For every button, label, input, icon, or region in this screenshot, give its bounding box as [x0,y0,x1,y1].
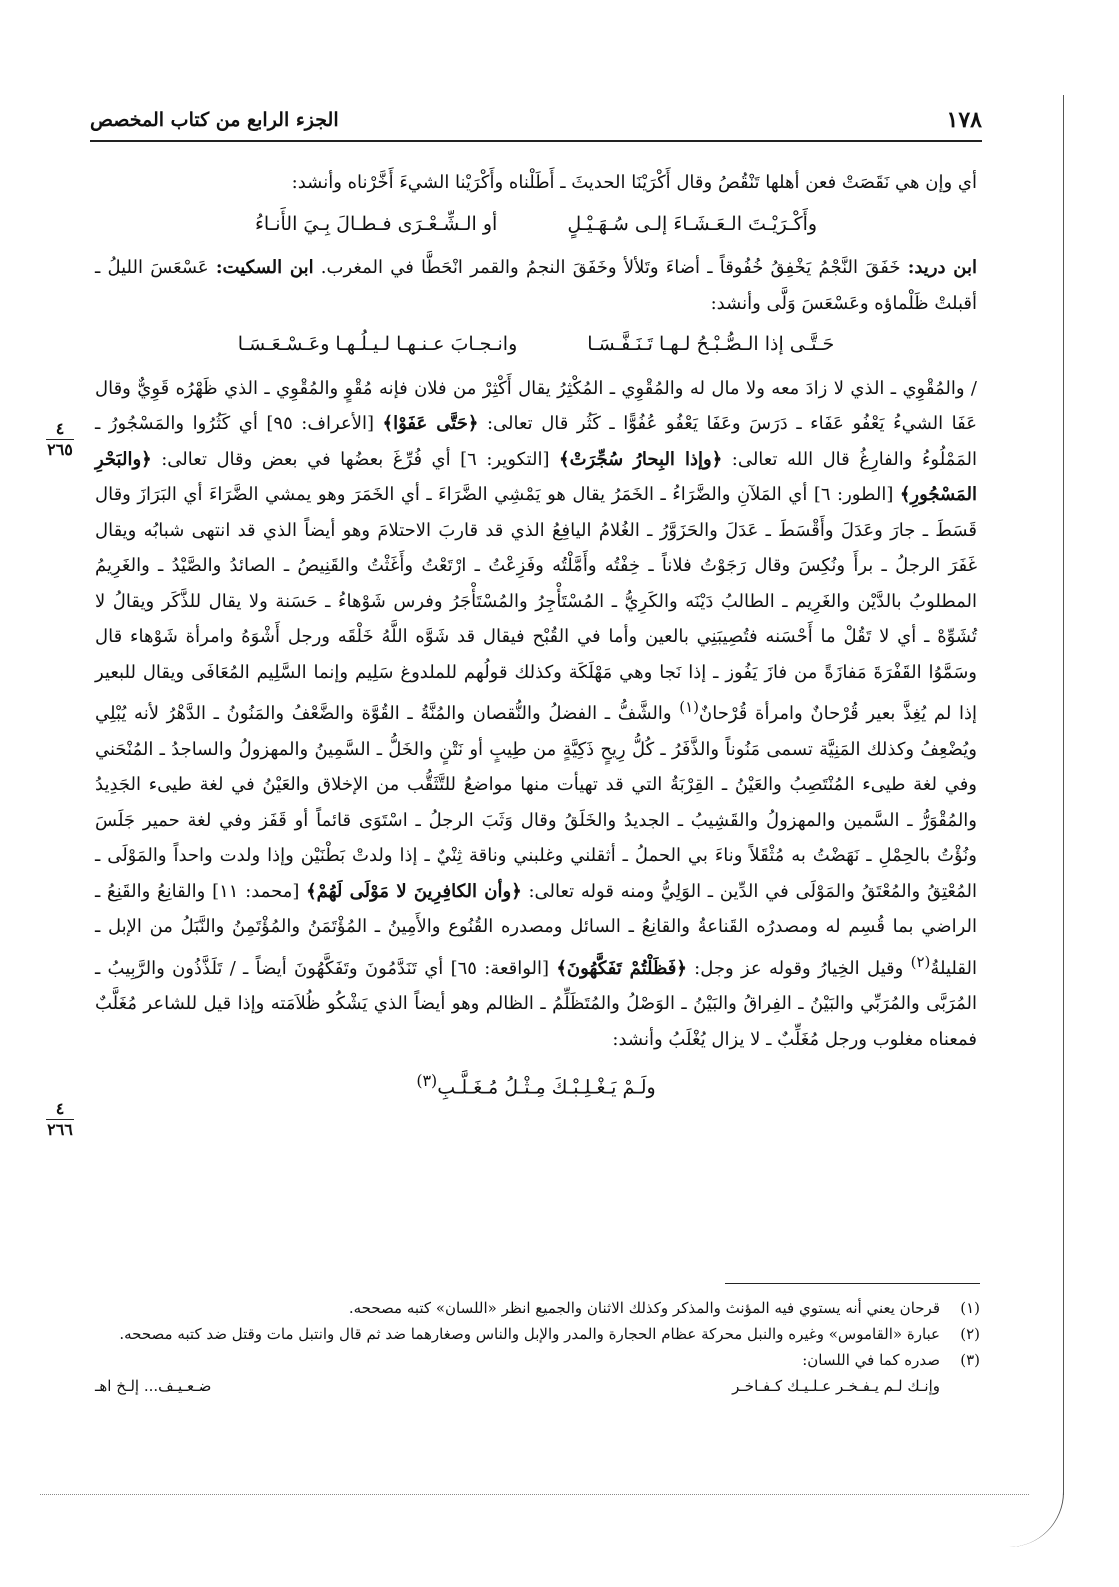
verse [95,1063,977,1106]
footnote-text: قرحان يعني أنه يستوي فيه المؤنث والمذكر وكذلك الاثنان والجميع انظر «اللسان» كتبه مصححه. [348,1299,940,1317]
source-name: ابن السكيت: [215,257,314,278]
verse [95,207,977,243]
footnote [95,1347,980,1373]
quran-quote: ﴿حَتَّى عَفَوْا﴾ [382,413,479,434]
paragraph: / والمُقْوِي ـ الذي لا زادَ معه ولا مال له والمُقْوِي ـ المُكْثِرُ يقال أَكْثِرْ من فلان فإنه مُقْوٍ والمُقْوِي ـ الذي ظَهْرُه قَوِيٌّ وقال عَفَا الشيءُ يَعْفُو عَفَاء ـ دَرَسَ وعَفَا يَعْفُو عُفُوًّا ـ كَثُر قال تعالى: ﴿حَتَّى عَفَوْا﴾ [الأعراف: ٩٥] أي كَثُرُوا والمَسْجُورُ ـ المَمْلُوءُ والفارِغُ قال الله تعالى: ﴿وإذا البِحارُ سُجِّرَتْ﴾ [التكوير: ٦] أي فُرِّغَ بعضُها في بعض وقال تعالى: ﴿والبَحْرِ المَسْجُورِ﴾ [الطور: ٦] أي المَلآنِ والضَّرَاءُ ـ الخَمَرُ يقال هو يَمْشِي الضَّرَاءَ ـ أي الخَمَرَ وهو يمشي الضَّرَاءَ أي البَرَازَ وقال قَسَطَ ـ جارَ وعَدَلَ وأَقْسَطَ ـ عَدَلَ والحَزَوَّرُ ـ الغُلامُ اليافِعُ الذي قد قاربَ الاحتلامَ وهو أيضاً الذي قد انتهى شبابُه ويقال غَفَرَ الرجلُ ـ برأَ ونُكِسَ وقال رَجَوْتُ فلاناً ـ خِفْتُه وأَمَّلْتُه وفَزِعْتُ ـ ارْتَعْتُ وأَغَثْتُ والقَنِيصُ ـ الصائدُ والصَّيْدُ ـ والغَرِيمُ المطلوبُ بالدَّيْن والغَرِيم ـ الطالبُ دَيْنَه والكَرِيُّ ـ المُسْتَأْجِرُ والمُسْتَأْجَرُ وفرس شَوْهاءُ ـ حَسَنة ولا يقال للذَّكَر ويقالُ لا تُشَوِّهْ ـ أي لا تَقُلْ ما أَحْسَنه فتُصِيبَنِي بالعين وأما في القُبْح فيقال قد شَوَّه اللَّهُ خَلْقَه ورجل أَشْوَهُ وامرأة شَوْهاء قال وسَمَّوُا القَفْرَةَ مَفازَةً من فازَ يَفُوز ـ إذا نَجا وهي مَهْلَكَة وكذلك قولُهم للملدوغ سَلِيم وإنما السَّلِيم المُعَافَى ويقال للبعير إذا لم يُغِذَّ بعير قُرْحانٌ وامرأة قُرْحانٌ$^{(١)}$ والشَّفُّ ـ الفضلُ والنُّقصان والمُنَّةُ ـ القُوَّة والضَّعْفُ والمَنُونُ ـ الدَّهْرُ لأنه يُبْلِي ويُضْعِفُ وكذلك المَنِيَّة تسمى مَنُوناً والذَّفَرُ ـ كُلُّ رِيحٍ ذَكِيَّةٍ من طِيبٍ أو نَتْنٍ والخَلُّ ـ السَّمِينُ والمهزولُ والساجدُ ـ المُنْحَني وفي لغة طيىء المُنْتَصِبُ والعَيْنُ ـ القِرْبَةُ التي قد تهيأت منها مواضعُ للتَّثَقُّب من الإخلاق والعَيْنُ في لغة طيىء الجَدِيدُ والمُقْوَرُّ ـ السَّمين والمهزولُ والقَشِيبُ ـ الجديدُ والخَلَقُ وقال وَثَبَ الرجلُ ـ اسْتَوَى قائماً أو قَفَز وفي لغة حمير جَلَسَ ونُؤْتُ بالحِمْلِ ـ نَهَضْتُ به مُثْقَلاً وناءَ بي الحملُ ـ أثقلني وغلبني وناقة ثِنْيٌ ـ إذا ولدتْ بَطْنَيْن وإذا ولدت واحداً والمَوْلَى ـ المُعْتِقُ والمُعْتَقُ والمَوْلَى في الدِّين ـ الوَلِيُّ ومنه قوله تعالى: ﴿وأن الكافِرِينَ لا مَوْلَى لَهُمْ﴾ [محمد: ١١] والقانِعُ والقَنِعُ ـ الراضي بما قُسِم له ومصدرُه القَناعةُ والقانِعُ ـ السائل ومصدره القُنُوع والأَمِينُ ـ المُؤْتَمَنُ والمُؤْتَمِنُ والنَّبَلُ من الإبل ـ القليلةُ$^{(٢)}$ وقيل الخِيارُ وقوله عز وجل: ﴿فَظَلْتُمْ تَفَكَّهُونَ﴾ [الواقعة: ٦٥] أي تَنَدَّمُونَ وتَفَكَّهُونَ أيضاً ـ / تَلَذَّذُون والرَّبِيبُ ـ المُرَبَّى والمُرَبِّي والبَيْنُ ـ الفِراقُ والبَيْنُ ـ الوَصْلُ والمُتَظَلِّمُ ـ الظالم وهو أيضاً الذي يَشْكُو ظُلاَمَته وإذا قيل للشاعر مُغَلَّبٌ فمعناه مغلوب ورجل مُغَلِّبٌ ـ لا يزال يُغْلَبُ وأنشد: [95,377,977,1050]
paragraph: ابن دريد: خَفَقَ النَّجْمُ يَخْفِقُ خُفُوقاً ـ أضاءَ وتَلألأ وخَفَقَ النجمُ والقمر انْحَطَّا في المغرب. ابن السكيت: عَسْعَسَ الليلُ ـ أقبلتْ ظَلْماؤه وعَسْعَسَ وَلَّى وأنشد: [95,257,978,314]
page-header [90,100,982,142]
quran-quote: ﴿وإذا البِحارُ سُجِّرَتْ﴾ [559,448,723,470]
verse-hemistich: ضـعـيـف... إلـخ اهـ [95,1377,212,1395]
footnote-number: (٣) [960,1351,980,1369]
page-border [1063,95,1064,1495]
page-bottom-edge [40,1494,1029,1495]
verse-hemistich: وانـجـابَ عـنـهـا لـيـلُـهـا وعَـسْـعَـسَـا [237,333,518,355]
margin-ref-page: ٢٦٦ [47,1120,73,1139]
margin-ref-page: ٢٦٥ [47,440,73,459]
footnote [95,1295,980,1321]
main-text [95,165,977,1114]
footnote-marker: (٢) [910,952,931,971]
margin-ref-volume: ٤ [55,419,65,438]
footnote [95,1321,980,1347]
verse [95,327,977,363]
footnotes [95,1295,980,1399]
footnote-number: (١) [960,1299,980,1317]
verse-hemistich: أو الـشِّـعْـرَى فـطـالَ بِـيَ الأَنـاءُ [254,212,498,235]
margin-ref-volume: ٤ [55,1099,65,1118]
margin-reference-265 [40,420,80,459]
verse-hemistich: حَـتَّـى إذا الـصُّـبْـحُ لـهـا تَـنَـفَّـسَـا [587,333,835,355]
footnote-number: (٢) [960,1325,980,1343]
source-name: ابن دريد: [907,257,978,278]
paragraph: أي وإن هي نَقَصَتْ فعن أهلها تَنْقُصُ وقال أَكْرَيْنَا الحديثَ ـ أَطَلْناه وأَكْرَيْنا الشيءَ أَخَّرْناه وأنشد: [291,172,977,193]
verse-hemistich: وإنـك لـم يـفـخـر عـلـيـك كـفـاخـر [732,1377,940,1395]
running-title: الجزء الرابع من كتاب المخصص [90,109,339,131]
quran-quote: ﴿وأن الكافِرِينَ لا مَوْلَى لَهُمْ﴾ [306,880,522,902]
footnote-verse [95,1373,980,1399]
margin-reference-266 [40,1100,80,1139]
footnote-text: صدره كما في اللسان: [802,1351,940,1369]
quran-quote: ﴿فَظَلْتُمْ تَفَكَّهُونَ﴾ [556,957,687,979]
footnote-text: عبارة «القاموس» وغيره والنبل محركة عظام الحجارة والمدر والإبل والناس وصغارهما ضد ثم قال وانتبل مات وقتل ضد كتبه مصححه. [119,1325,940,1343]
footnote-marker: (١) [679,698,700,716]
footnote-marker: (٣) [416,1071,438,1090]
page-corner [993,1492,1064,1547]
footnote-separator [725,1283,980,1284]
page-number: ١٧٨ [946,107,982,133]
quran-quote: ﴿والبَحْرِ المَسْجُورِ﴾ [95,448,977,505]
verse-hemistich: وأَكْـرَيْـتَ الـعَـشَـاءَ إلـى سُـهَـيْـلٍ [567,212,818,235]
verse-hemistich: ولَـمْ يَـغْـلِـبْـكَ مِـثْـلُ مُـغَـلَّـبِ$^{(٣)}$ [416,1071,656,1099]
